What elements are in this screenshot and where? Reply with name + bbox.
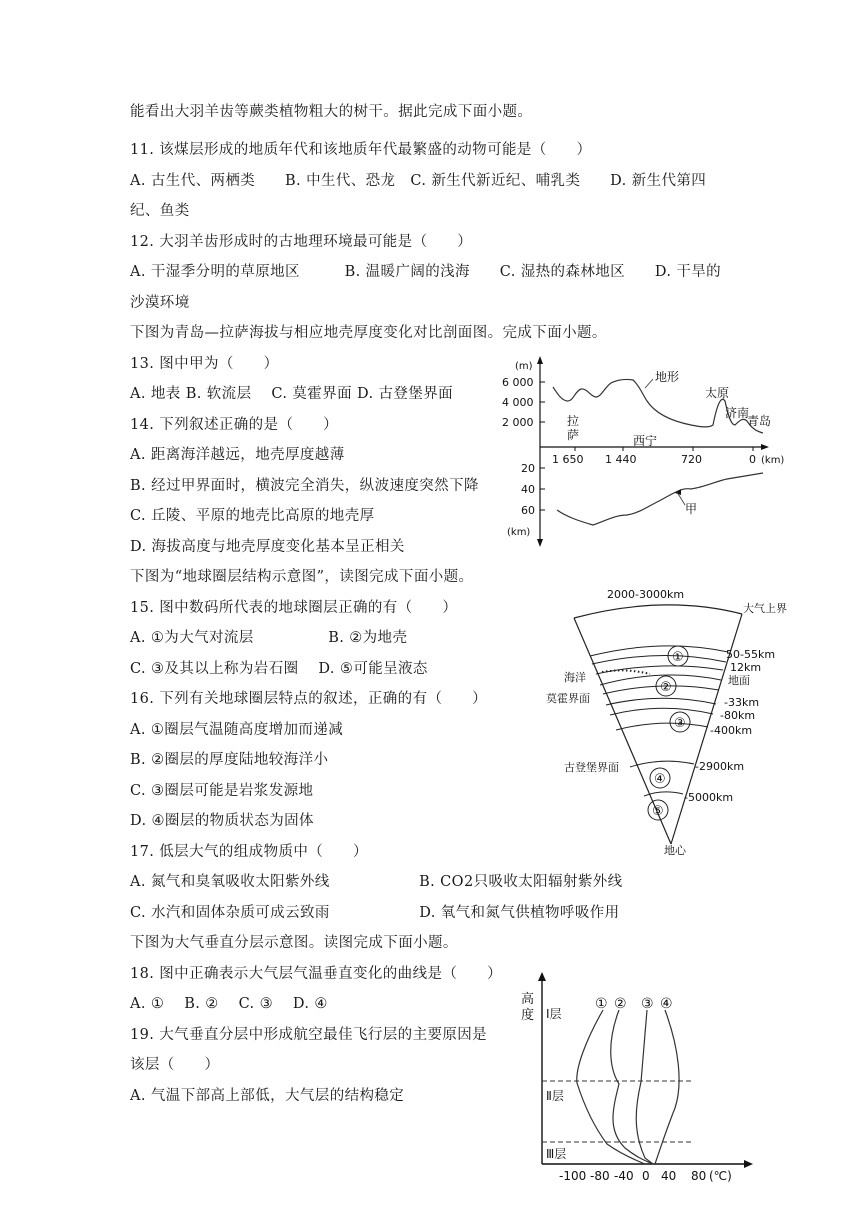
profile-figure (495, 355, 795, 550)
x-tick-minus40: -40 (614, 1169, 634, 1183)
q16-option-d: D. ④圈层的物质状态为固体 (130, 813, 314, 829)
terrain-label: 地形 (655, 370, 680, 384)
layer-3-label: Ⅲ层 (546, 1147, 567, 1161)
label-33km: -33km (724, 696, 760, 709)
curve-3 (636, 1010, 653, 1164)
layer-2-label: Ⅱ层 (546, 1089, 564, 1103)
q12-options-cont: 沙漠环境 (130, 295, 190, 311)
depth-tick-60: 60 (521, 504, 535, 517)
q18-options: A. ① B. ② C. ③ D. ④ (130, 996, 328, 1012)
q12-options: A. 干湿季分明的草原地区 B. 温暖广阔的浅海 C. 湿热的森林地区 D. 干旱的 (130, 264, 722, 280)
question-16: 16. 下列有关地球圈层特点的叙述，正确的有（ ） (130, 691, 488, 707)
depth-unit: (km) (507, 527, 531, 538)
q13-options: A. 地表 B. 软流层 C. 莫霍界面 D. 古登堡界面 (130, 386, 454, 402)
place-taiyuan: 太原 (705, 386, 730, 400)
dist-tick-720: 720 (681, 453, 702, 466)
moho-curve (557, 473, 763, 525)
q15-options-ab: A. ①为大气对流层 B. ②为地壳 (130, 630, 408, 646)
x-tick-minus100: -100 (559, 1169, 587, 1183)
label-gutenberg: 古登堡界面 (564, 761, 619, 774)
curve-label-2: ② (614, 996, 627, 1012)
question-14: 14. 下列叙述正确的是（ ） (130, 417, 339, 433)
q11-options-cont: 纪、鱼类 (130, 203, 190, 219)
q14-option-d: D. 海拔高度与地壳厚度变化基本呈正相关 (130, 539, 405, 555)
text-line-1: 能看出大羽羊齿等蕨类植物粗大的树干。据此完成下面小题。 (130, 104, 533, 120)
jia-label: 甲 (685, 502, 698, 516)
x-tick-40: 40 (661, 1169, 677, 1183)
num-3: ③ (674, 716, 686, 731)
layer-1-label: Ⅰ层 (546, 1007, 562, 1021)
elev-unit: (m) (515, 361, 533, 372)
q19-option-a: A. 气温下部高上部低，大气层的结构稳定 (130, 1088, 405, 1104)
label-ocean: 海洋 (564, 671, 586, 684)
question-18: 18. 图中正确表示大气层气温垂直变化的曲线是（ ） (130, 966, 502, 982)
top-range-label: 2000-3000km (607, 588, 685, 601)
curve-2 (611, 1010, 653, 1164)
num-4: ④ (654, 772, 666, 787)
q16-option-b: B. ②圈层的厚度陆地较海洋小 (130, 752, 329, 768)
question-19: 19. 大气垂直分层中形成航空最佳飞行层的主要原因是 (130, 1027, 488, 1043)
num-5: ⑤ (652, 804, 664, 819)
question-13: 13. 图中甲为（ ） (130, 356, 279, 372)
depth-tick-20: 20 (521, 462, 535, 475)
label-core-center: 地心 (664, 844, 686, 857)
x-tick-minus80: -80 (590, 1169, 610, 1183)
dist-tick-1440: 1 440 (605, 453, 637, 466)
intro-profile: 下图为青岛—拉萨海拔与相应地壳厚度变化对比剖面图。完成下面小题。 (130, 325, 607, 341)
dist-unit: (km) (761, 455, 785, 466)
curve-1 (577, 1010, 645, 1164)
label-80km: -80km (720, 709, 756, 722)
curve-label-3: ③ (641, 996, 654, 1012)
dist-tick-0: 0 (749, 453, 756, 466)
q17-options-cd: C. 水汽和固体杂质可成云致雨 D. 氧气和氮气供植物呼吸作用 (130, 905, 620, 921)
place-xining: 西宁 (633, 434, 658, 448)
q14-option-a: A. 距离海洋越远，地壳厚度越薄 (130, 447, 345, 463)
label-moho: 莫霍界面 (546, 692, 590, 705)
curve-label-1: ① (595, 996, 608, 1012)
label-2900km: -2900km (695, 760, 745, 773)
question-19-cont: 该层（ ） (130, 1057, 220, 1073)
intro-atmosphere: 下图为大气垂直分层示意图。读图完成下面小题。 (130, 935, 458, 951)
q17-options-ab: A. 氮气和臭氧吸收太阳紫外线 B. CO2只吸收太阳辐射紫外线 (130, 874, 623, 890)
num-2: ② (660, 680, 672, 695)
elev-tick-6000: 6 000 (502, 376, 534, 389)
x-tick-0: 0 (642, 1169, 650, 1183)
q11-options: A. 古生代、两栖类 B. 中生代、恐龙 C. 新生代新近纪、哺乳类 D. 新生代第四 (130, 173, 707, 189)
label-ground: 地面 (728, 674, 750, 687)
q15-options-cd: C. ③及其以上称为岩石圈 D. ⑤可能呈液态 (130, 661, 428, 677)
label-5000km: -5000km (684, 791, 734, 804)
place-lhasa: 拉萨 (567, 414, 580, 442)
label-12km: 12km (730, 661, 762, 674)
question-17: 17. 低层大气的组成物质中（ ） (130, 844, 368, 860)
q16-option-c: C. ③圈层可能是岩浆发源地 (130, 783, 314, 799)
place-qingdao: 青岛 (747, 414, 772, 428)
question-11: 11. 该煤层形成的地质年代和该地质年代最繁盛的动物可能是（ ） (130, 142, 592, 158)
q14-option-b: B. 经过甲界面时，横波完全消失，纵波速度突然下降 (130, 478, 479, 494)
atm-top-label: 大气上界 (743, 602, 787, 615)
dist-tick-1650: 1 650 (552, 453, 584, 466)
q14-option-c: C. 丘陵、平原的地壳比高原的地壳厚 (130, 508, 375, 524)
intro-layers: 下图为“地球圈层结构示意图”，读图完成下面小题。 (130, 569, 474, 585)
label-50-55km: 50-55km (726, 648, 776, 661)
y-label: 高度 (521, 992, 535, 1023)
label-400km: -400km (710, 724, 753, 737)
x-unit: (℃) (709, 1169, 732, 1183)
x-tick-80: 80 (691, 1169, 707, 1183)
curve-4 (655, 1010, 679, 1164)
curve-label-4: ④ (660, 996, 673, 1012)
elev-tick-2000: 2 000 (502, 416, 534, 429)
depth-tick-40: 40 (521, 483, 535, 496)
place-jinan: 济南 (725, 406, 750, 420)
earth-layers-figure (530, 582, 800, 857)
atmosphere-figure (515, 968, 765, 1188)
num-1: ① (672, 650, 684, 665)
elev-tick-4000: 4 000 (502, 396, 534, 409)
q16-option-a: A. ①圈层气温随高度增加而递减 (130, 722, 344, 738)
question-15: 15. 图中数码所代表的地球圈层正确的有（ ） (130, 600, 458, 616)
question-12: 12. 大羽羊齿形成时的古地理环境最可能是（ ） (130, 234, 473, 250)
